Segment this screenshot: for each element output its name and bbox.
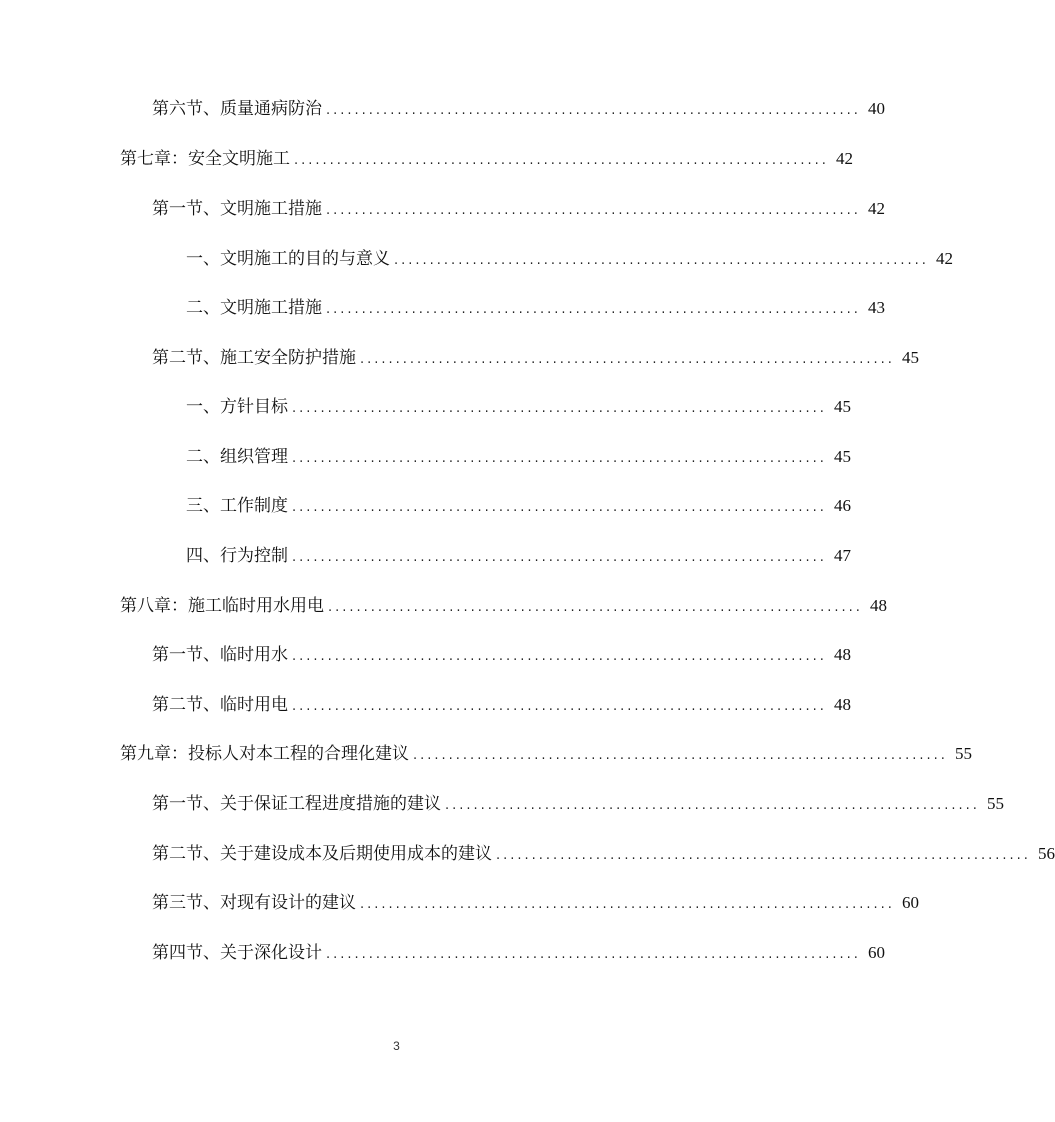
- toc-entry-page: 48: [869, 596, 887, 615]
- toc-entry[interactable]: [120, 741, 972, 767]
- toc-entry[interactable]: [120, 146, 853, 172]
- toc-entry[interactable]: [152, 642, 851, 668]
- toc-leader-dots: ...........................................................................: [292, 451, 827, 466]
- toc-leader-dots: ...........................................................................: [294, 153, 829, 168]
- toc-entry[interactable]: [152, 940, 885, 966]
- toc-entry-title: 第七章：安全文明施工: [120, 149, 290, 169]
- toc-leader-dots: ...........................................................................: [413, 748, 948, 763]
- toc-entry-title: 第二节、施工安全防护措施: [152, 348, 356, 368]
- toc-entry-page: 45: [901, 348, 919, 367]
- toc-entry-page: 56: [1037, 844, 1055, 863]
- toc-entry-page: 46: [833, 496, 851, 515]
- toc-leader-dots: ...........................................................................: [445, 798, 980, 813]
- toc-entry-title: 四、行为控制: [186, 546, 288, 566]
- toc-entry[interactable]: [186, 394, 851, 420]
- toc-entry[interactable]: [120, 593, 887, 619]
- toc-entry-page: 60: [867, 943, 885, 962]
- toc-entry-page: 40: [867, 99, 885, 118]
- toc-entry[interactable]: [152, 196, 885, 222]
- toc-entry-page: 42: [935, 249, 953, 268]
- toc-entry[interactable]: [152, 96, 885, 122]
- toc-entry-page: 42: [835, 149, 853, 168]
- toc-entry-title: 第二节、临时用电: [152, 695, 288, 715]
- toc-entry[interactable]: [186, 246, 953, 272]
- toc-leader-dots: ...........................................................................: [496, 848, 1031, 863]
- toc-entry-page: 48: [833, 695, 851, 714]
- toc-entry-title: 第九章：投标人对本工程的合理化建议: [120, 744, 409, 764]
- toc-entry[interactable]: [186, 295, 885, 321]
- toc-leader-dots: ...........................................................................: [292, 649, 827, 664]
- toc-entry-page: 47: [833, 546, 851, 565]
- toc-entry-title: 二、文明施工措施: [186, 298, 322, 318]
- toc-entry-title: 一、方针目标: [186, 397, 288, 417]
- toc-entry-page: 42: [867, 199, 885, 218]
- toc-leader-dots: ...........................................................................: [292, 550, 827, 565]
- toc-entry-title: 第一节、关于保证工程进度措施的建议: [152, 794, 441, 814]
- toc-entry-page: 55: [986, 794, 1004, 813]
- toc-entry-title: 第二节、关于建设成本及后期使用成本的建议: [152, 844, 492, 864]
- toc-entry[interactable]: [152, 345, 919, 371]
- toc-entry-page: 43: [867, 298, 885, 317]
- toc-leader-dots: ...........................................................................: [292, 401, 827, 416]
- toc-entry-page: 45: [833, 397, 851, 416]
- toc-entry[interactable]: [186, 444, 851, 470]
- toc-entry-title: 一、文明施工的目的与意义: [186, 249, 390, 269]
- page-number: 3: [393, 1039, 400, 1053]
- toc-entry-page: 45: [833, 447, 851, 466]
- toc-entry[interactable]: [152, 692, 851, 718]
- toc-leader-dots: ...........................................................................: [394, 253, 929, 268]
- toc-entry-title: 第八章：施工临时用水用电: [120, 596, 324, 616]
- toc-leader-dots: ...........................................................................: [360, 897, 895, 912]
- toc-entry-page: 48: [833, 645, 851, 664]
- toc-entry[interactable]: [152, 791, 1004, 817]
- toc-entry-title: 二、组织管理: [186, 447, 288, 467]
- toc-entry-title: 第六节、质量通病防治: [152, 99, 322, 119]
- toc-entry[interactable]: [152, 841, 1055, 867]
- toc-entry-title: 第三节、对现有设计的建议: [152, 893, 356, 913]
- toc-leader-dots: ...........................................................................: [326, 103, 861, 118]
- toc-entry[interactable]: [186, 493, 851, 519]
- toc-entry[interactable]: [152, 890, 919, 916]
- toc-entry[interactable]: [186, 543, 851, 569]
- toc-leader-dots: ...........................................................................: [328, 600, 863, 615]
- toc-leader-dots: ...........................................................................: [326, 203, 861, 218]
- toc-entry-title: 第四节、关于深化设计: [152, 943, 322, 963]
- toc-leader-dots: ...........................................................................: [360, 352, 895, 367]
- toc-entry-title: 三、工作制度: [186, 496, 288, 516]
- toc-leader-dots: ...........................................................................: [326, 302, 861, 317]
- toc-entry-page: 60: [901, 893, 919, 912]
- toc-entry-page: 55: [954, 744, 972, 763]
- toc-leader-dots: ...........................................................................: [292, 699, 827, 714]
- toc-entry-title: 第一节、文明施工措施: [152, 199, 322, 219]
- toc-entry-title: 第一节、临时用水: [152, 645, 288, 665]
- toc-leader-dots: ...........................................................................: [292, 500, 827, 515]
- toc-leader-dots: ...........................................................................: [326, 947, 861, 962]
